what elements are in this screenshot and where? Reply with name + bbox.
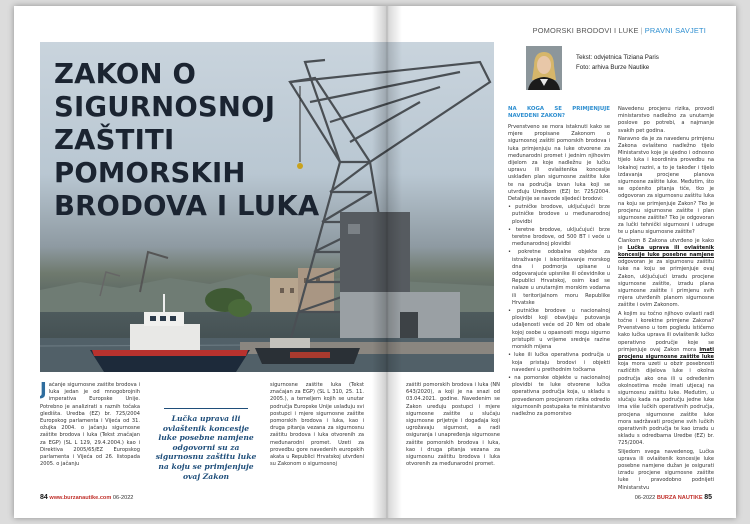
brand-name: BURZA NAUTIKE xyxy=(656,495,703,501)
section-header xyxy=(533,26,706,35)
body-column-1 xyxy=(40,382,140,488)
bullet-item: • luke ili lučka operativna područja u koja pristaju brodovi i objekti navedeni u prethodnim točkama xyxy=(508,352,610,373)
section-name: POMORSKI BRODOVI I LUKE xyxy=(532,26,639,35)
paragraph: Navedenu procjenu rizika, provodi ministarstvo nadležno za unutarnje poslove po potrebi, a najmanje svakih pet godina. xyxy=(618,106,714,134)
body-column-4: zaštiti pomorskih brodova i luka (NN 643/2020), a koji je na snazi od 03.04.2021. godine. Navedenim se Zakon uređuju postupci i mjere sigurnosne zaštite u slučaju sigurnosne prijetnje i događaja koji ugrožavaju sigurnost, a radi osiguranja i unapređenja sigurnosne zaštite pomorskih brodova i luka, kao i druga pitanja vezana za sigurnosnu zaštitu brodova i luka otvorenih za međunarodni promet. xyxy=(406,382,500,468)
issue-right: 06-2022 xyxy=(634,495,656,501)
right-body-column-1 xyxy=(508,106,610,492)
quote-rule-top xyxy=(164,408,248,409)
intro-paragraph: Prvenstveno se mora istaknuti kako se mjere propisane Zakonom o sigurnosnoj zaštiti pomorskih brodova i luka primjenjuju na luke otvorene za međunarodni promet i jednim njihovim dijelom za koje nadležnu je lučku upravu ili ovlaštenika koncesije usklađen plan sigurnosne zaštite luke te na područja izvan luka koji se utvrđuju Uredbom (EZ) br. 725/2004. Detaljnije se navode sljedeći brodovi: xyxy=(508,124,610,203)
section-category: PRAVNI SAVJETI xyxy=(644,26,706,35)
footer-right xyxy=(635,494,712,501)
headline-line-5: BRODOVA I LUKA xyxy=(54,190,320,222)
body-column-3: sigurnosne zaštite luka (Tekst značajan za EGP) (SL L 310, 25. 11. 2005.), a temeljem kojih se unutar područja Europske Unije uslađuju svi postupci i mjere sigurnosne zaštite pomorskih brodova i luka, kao i druga pitanja vezana za sigurnosnu zaštitu brodova i luka otvorenih za međunarodni promet. Uzeti za provedbu gore navedenih europskih akata u Republici Hrvatskoj utvrđeni su Zakonom o sigurnosnoj xyxy=(270,382,364,468)
paragraph: Naravno da je za navedenu primjenu Zakona ovlašteno nadležno tijelo Ministarstvo koje je ujedno i odnosno tijelo luka i koordinira provedbu na lokalnoj razini, a to je također i tijelo izdavanja procjene planova sigurnosne zaštite luke. Međutim, što se općenito pitanja tiče, tko je odgovoran za sigurnosnu zaštitu luka na koju se primjenjuje Zakon? Tko je procjenu sigurnosne zaštite i plan sigurnosne zaštite? Tko je odgovoran za lučki tehnički sigurnosni i udruge te u planu sigurnosne zaštite? xyxy=(618,135,714,236)
website-link[interactable]: www.burzanautike.com xyxy=(49,495,112,501)
article-headline xyxy=(54,58,354,223)
bullet-item: • pokretne odobalne objekte za istraživanje i iskorištavanje morskog dna i podmorja upisane u odgovarajuće upisnike ili očevidnike u Republici Hrvatskoj, osim kad se nalaze u unutarnjim morskim vodama ili teritorijalnom moru Republike Hrvatske xyxy=(508,249,610,306)
pull-quote: Lučka uprava ili ovlaštenik koncesije luke posebne namjene odgovorni su za sigurnosnu zaštitu luke na koju se primjenjuje ovaj Zakon xyxy=(155,414,257,481)
page-number-left: 84 xyxy=(40,494,48,501)
bullet-item: • na pomorske objekte u nacionalnoj plovidbi te luke otvorene lučka operativna područja koja, u skladu s provedenom procjenom rizika odredio sigurnosnih postupaka te ministarstvo nadležno za pomorstvo xyxy=(508,374,610,417)
highlight-text: imati procjenu sigurnosne zaštite luke xyxy=(618,346,714,360)
highlight-text: Lučka uprava ili ovlaštenik koncesije luke posebne namjene xyxy=(618,244,714,259)
paragraph: Slijedom svega navedenog, Lučka uprava ili ovlaštenik koncesije luke posebne namjene dužan je osigurati izradu procjene sigurnosne zaštite luke i pravodobno podnijeti Ministarstvu xyxy=(618,448,714,491)
section-separator: | xyxy=(640,26,643,35)
paragraph: A kojim su točno njihovo ovlasti radi točne i korektne primjene Zakona? Prvenstveno u tom pogledu ističemo kako lučka uprava ili ovlaštenik lučko operativno područje koje se primjenjuje ovaj Zakon mora imati procjenu sigurnosne zaštite luke koja mora uzeti u obzir posebnosti različitih dijelova luke i okolna područja ako ona ili u određenim okolnostima može imati utjecaj na sigurnosnu zaštitu luke. Međutim, u slučaju kada na području jedne luke ima više lučkih operativnih područja, procjena sigurnosne zaštite luke mora sadržavati procjene svih lučkih operativnih područja te kao izradu u skladu s odredbama Uredbe (EZ) br. 725/2004. xyxy=(618,310,714,447)
article-credits xyxy=(576,53,659,73)
headline-line-3: ZAŠTITI xyxy=(54,124,175,156)
footer-left xyxy=(40,494,133,501)
right-body-column-2 xyxy=(618,106,714,492)
issue-left: 06-2022 xyxy=(112,495,134,501)
bullet-item: • putničke brodove u nacionalnoj plovidbi koji obavljaju putovanja udaljenosti veće od 20 Nm od obale kojoj osobe u opasnosti mogu sigurno pristupiti u vrijeme srednje razine morskih mijena xyxy=(508,308,610,351)
author-photo xyxy=(526,46,562,90)
bullet-item: • teretne brodove, uključujući brze teretne brodove, od 500 BT i veće u međunarodnoj plovidbi xyxy=(508,226,610,248)
drop-cap: J xyxy=(40,382,47,400)
page-number-right: 85 xyxy=(704,494,712,501)
paragraph: Člankom 8 Zakona utvrđeno je kako je Lučka uprava ili ovlaštenik koncesije luke posebne namjene odgovoran je za sigurnosnu zaštitu luke na koju se primjenjuje ovaj Zakon, uključujući izradu procjene sigurnosne zaštite, izradu plana sigurnosne zaštite i primjenu svih mjera utvrđenih planom sigurnosne zaštite i ovim Zakonom. xyxy=(618,237,714,309)
subheading: NA KOGA SE PRIMJENJUJE NAVEDENI ZAKON? xyxy=(508,106,610,119)
headline-line-2: SIGURNOSNOJ xyxy=(54,91,276,123)
headline-line-1: ZAKON O xyxy=(54,58,197,90)
bullet-item: • putničke brodove, uključujući brze putničke brodove u međunarodnoj plovidbi xyxy=(508,204,610,225)
magazine-spread xyxy=(14,6,736,518)
body-column-1-text: ačanje sigurnosne zaštite brodova i luka jedan je od mnogobrojnih imperativa Europske Unije. Potrebno je analizirati s raznih točaka gledišta. Uredba (EZ) br. 725/2004 Europskog parlamenta i Vijeća od 31. ožujka 2004. o jačanju sigurnosne zaštite brodova i luka (Tekst značajan za EGP) (SL L 129, 29.4.2004.) kao i Direktiva 2005/65/EZ Europskog parlamenta i Vijeća od 26. listopada 2005. o jačanju xyxy=(40,382,140,468)
headline-line-4: POMORSKIH xyxy=(54,157,246,189)
author-credit: Tekst: odvjetnica Tiziana Paris xyxy=(576,54,659,61)
photo-credit: Foto: arhiva Burze Nautike xyxy=(576,64,650,71)
